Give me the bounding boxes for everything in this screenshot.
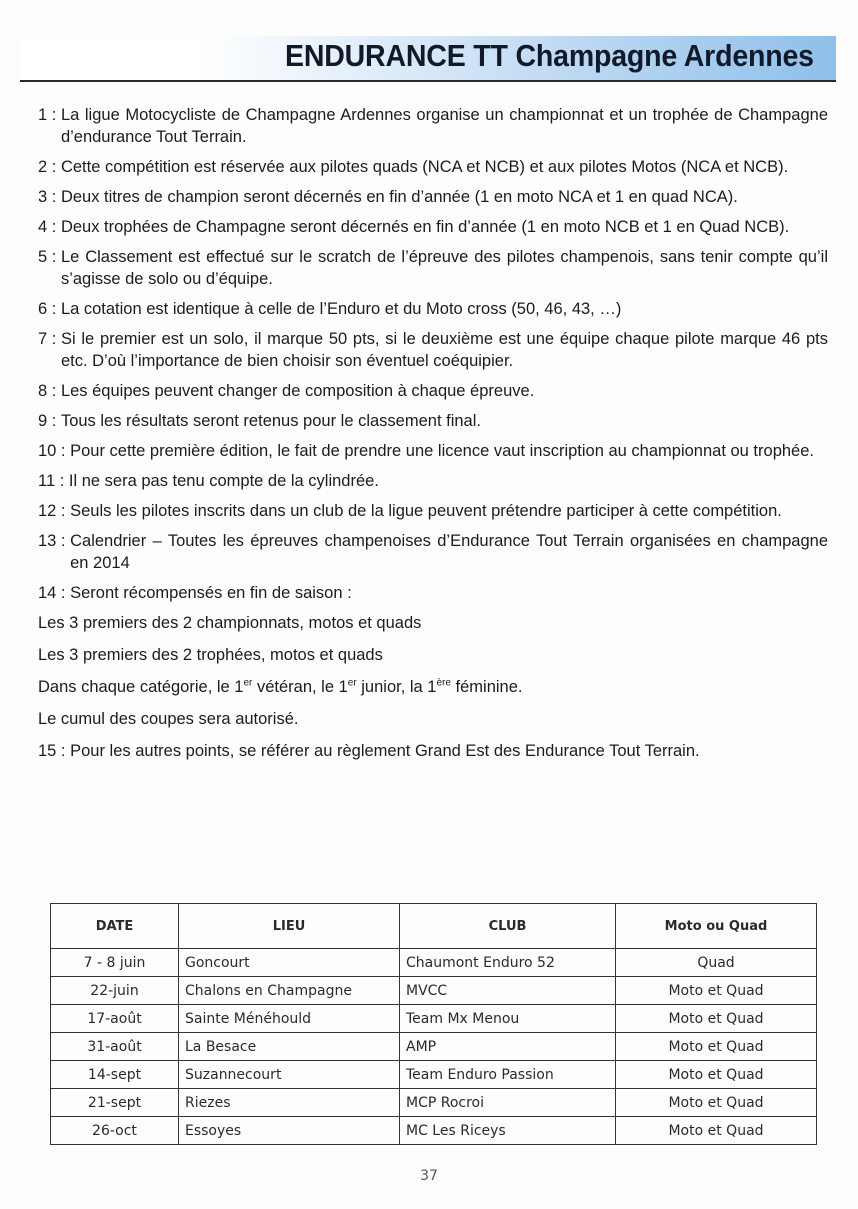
calendar-table: [50, 903, 817, 1145]
rule-item-14: [38, 582, 828, 604]
rule-text: Le Classement est effectué sur le scratch de l’épreuve des pilotes champenois, sans tenir compte qu’il s’agisse de solo ou d’équipe.: [60, 248, 828, 288]
rule-number: 10 :: [38, 442, 71, 460]
cell-club: Chaumont Enduro 52: [400, 949, 616, 977]
cell-lieu: La Besace: [179, 1033, 400, 1061]
rule-item-12: [38, 500, 828, 522]
cell-club: AMP: [400, 1033, 616, 1061]
cell-date: 17-août: [51, 1005, 179, 1033]
rule-number: 4 :: [38, 218, 61, 236]
rule-item-5: [38, 246, 828, 290]
rule-number: 5 :: [38, 248, 61, 266]
rule-number: 7 :: [38, 330, 61, 348]
header-moto-quad: Moto ou Quad: [616, 904, 817, 949]
rule-number: 15 :: [38, 742, 71, 760]
rule-item-13: [38, 530, 828, 574]
rule-text: La cotation est identique à celle de l’Enduro et du Moto cross (50, 46, 43, …): [60, 300, 622, 318]
award-line-championships: Les 3 premiers des 2 championnats, motos et quads: [38, 614, 422, 632]
rule-number: 12 :: [38, 502, 71, 520]
table-row: [51, 1005, 817, 1033]
cell-moto: Moto et Quad: [616, 1117, 817, 1145]
cell-moto: Moto et Quad: [616, 1005, 817, 1033]
cell-lieu: Sainte Ménéhould: [179, 1005, 400, 1033]
rule-text: Deux trophées de Champagne seront décernés en fin d’année (1 en moto NCB et 1 en Quad NCB).: [60, 218, 790, 236]
cell-date: 7 - 8 juin: [51, 949, 179, 977]
rule-item-2: [38, 156, 828, 178]
cell-moto: Moto et Quad: [616, 1033, 817, 1061]
table-header-row: [51, 904, 817, 949]
rule-item-3: [38, 186, 828, 208]
rule-text: Seuls les pilotes inscrits dans un club de la ligue peuvent prétendre participer à cette compétition.: [70, 502, 782, 520]
rule-text: Cette compétition est réservée aux pilotes quads (NCA et NCB) et aux pilotes Motos (NCA et NCB).: [60, 158, 789, 176]
rule-text: Seront récompensés en fin de saison :: [70, 584, 352, 602]
table-row: [51, 977, 817, 1005]
page-title: ENDURANCE TT Champagne Ardennes: [285, 38, 814, 73]
cell-club: MCP Rocroi: [400, 1089, 616, 1117]
rule-text: Pour cette première édition, le fait de prendre une licence vaut inscription au championnat ou trophée.: [70, 442, 814, 460]
award-line-trophies: Les 3 premiers des 2 trophées, motos et quads: [38, 646, 383, 664]
cell-moto: Moto et Quad: [616, 1089, 817, 1117]
rule-text: Tous les résultats seront retenus pour le classement final.: [60, 412, 481, 430]
cell-lieu: Goncourt: [179, 949, 400, 977]
page-number: 37: [420, 1168, 438, 1184]
cell-club: MC Les Riceys: [400, 1117, 616, 1145]
superscript: er: [347, 677, 357, 689]
rule-text: Les équipes peuvent changer de composition à chaque épreuve.: [60, 382, 535, 400]
header-lieu: LIEU: [179, 904, 400, 949]
rule-item-15: [38, 740, 828, 762]
cell-moto: Quad: [616, 949, 817, 977]
cell-lieu: Chalons en Champagne: [179, 977, 400, 1005]
rule-number: 6 :: [38, 300, 61, 318]
cell-club: Team Enduro Passion: [400, 1061, 616, 1089]
rule-text: Si le premier est un solo, il marque 50 pts, si le deuxième est une équipe chaque pilote marque 46 pts etc. D’où l’importance de bien choisir son éventuel coéquipier.: [60, 330, 828, 370]
title-rule: [20, 80, 836, 82]
cell-date: 22-juin: [51, 977, 179, 1005]
cell-lieu: Riezes: [179, 1089, 400, 1117]
rule-number: 9 :: [38, 412, 61, 430]
rule-number: 2 :: [38, 158, 61, 176]
cell-date: 21-sept: [51, 1089, 179, 1117]
rule-text: Calendrier – Toutes les épreuves champenoises d’Endurance Tout Terrain organisées en champagne en 2014: [70, 532, 828, 572]
rule-item-6: [38, 298, 828, 320]
title-banner: [20, 36, 836, 80]
rule-number: 14 :: [38, 584, 71, 602]
rules-list: [38, 104, 828, 770]
award-text: Dans chaque catégorie, le 1: [38, 678, 244, 696]
table-row: [51, 1061, 817, 1089]
rule-item-4: [38, 216, 828, 238]
header-date: DATE: [51, 904, 179, 949]
rule-number: 13 :: [38, 532, 71, 550]
cell-club: MVCC: [400, 977, 616, 1005]
cell-date: 26-oct: [51, 1117, 179, 1145]
table-row: [51, 949, 817, 977]
rule-text: La ligue Motocycliste de Champagne Ardennes organise un championnat et un trophée de Champagne d’endurance Tout Terrain.: [60, 106, 828, 146]
rule-number: 11 :: [38, 472, 69, 490]
cell-moto: Moto et Quad: [616, 1061, 817, 1089]
rule-number: 3 :: [38, 188, 61, 206]
award-text: féminine.: [450, 678, 523, 696]
rule-item-10: [38, 440, 828, 462]
rule-text: Deux titres de champion seront décernés en fin d’année (1 en moto NCA et 1 en quad NCA).: [60, 188, 738, 206]
table-row: [51, 1033, 817, 1061]
rule-number: 8 :: [38, 382, 61, 400]
cell-moto: Moto et Quad: [616, 977, 817, 1005]
award-line-cumul: Le cumul des coupes sera autorisé.: [38, 710, 299, 728]
cell-date: 14-sept: [51, 1061, 179, 1089]
rule-text: Pour les autres points, se référer au règlement Grand Est des Endurance Tout Terrain.: [70, 742, 700, 760]
table-row: [51, 1089, 817, 1117]
award-text: vétéran, le 1: [252, 678, 348, 696]
cell-lieu: Essoyes: [179, 1117, 400, 1145]
award-line-categories: [38, 676, 828, 698]
superscript: er: [243, 677, 253, 689]
rule-item-7: [38, 328, 828, 372]
rule-text: Il ne sera pas tenu compte de la cylindrée.: [68, 472, 379, 490]
award-text: junior, la 1: [356, 678, 437, 696]
rule-number: 1 :: [38, 106, 61, 124]
cell-club: Team Mx Menou: [400, 1005, 616, 1033]
rule-item-9: [38, 410, 828, 432]
table-row: [51, 1117, 817, 1145]
cell-lieu: Suzannecourt: [179, 1061, 400, 1089]
rule-item-1: [38, 104, 828, 148]
superscript: ère: [436, 677, 451, 689]
rule-item-8: [38, 380, 828, 402]
rule-item-11: [38, 470, 828, 492]
header-club: CLUB: [400, 904, 616, 949]
cell-date: 31-août: [51, 1033, 179, 1061]
